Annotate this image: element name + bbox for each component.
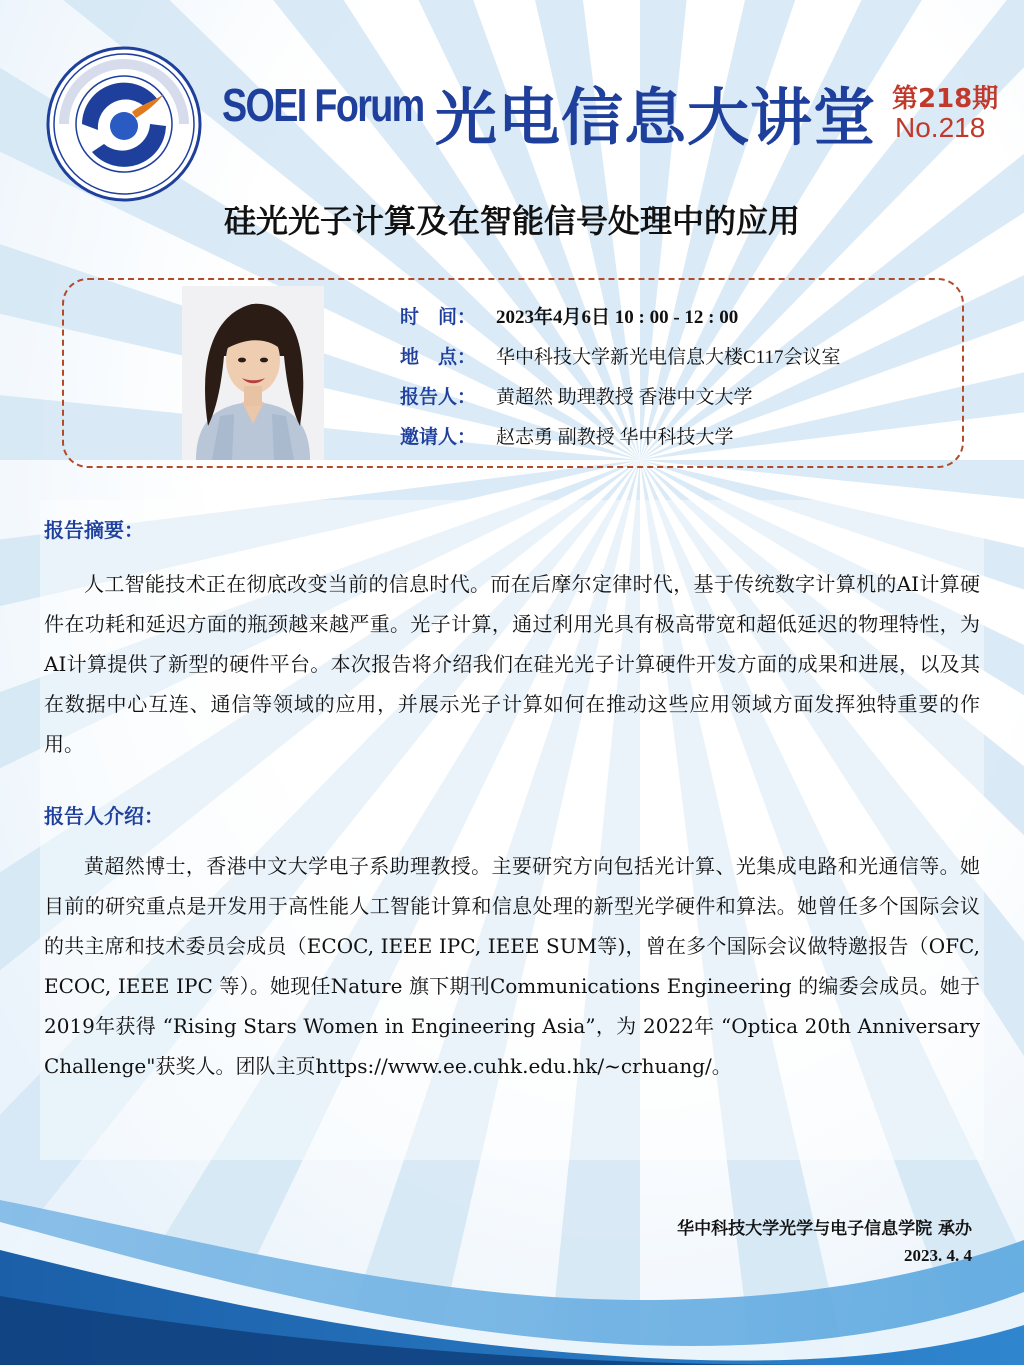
- lecture-title: 硅光光子计算及在智能信号处理中的应用: [223, 202, 800, 240]
- issue-number-cn: 第218期: [892, 84, 999, 114]
- bio-text: 黄超然博士，香港中文大学电子系助理教授。主要研究方向包括光计算、光集成电路和光通信等。她目前的研究重点是开发用于高性能人工智能计算和信息处理的新型光学硬件和算法。她曾任多个国际会议的共主席和技术委员会成员（ECOC, IEEE IPC, IEEE SUM等)，曾在多个国际会议做特邀报告（OFC, ECOC, IEEE IPC 等）。她现任Nature 旗下期刊Communications Engineering 的编委会成员。她于2019年获得 “Rising Stars Women in Engineering Asia”，为 2022年 “Optica 20th Anniversary Challenge"获奖人。团队主页https://www.ee.cuhk.edu.hk/~crhuang/。: [44, 854, 980, 1078]
- publish-date: 2023. 4. 4: [904, 1246, 972, 1265]
- issue-number: No.218: [895, 112, 986, 143]
- info-label: 地 点：: [400, 346, 477, 368]
- info-label: 邀请人：: [400, 426, 477, 448]
- info-row-speaker: [400, 382, 840, 422]
- info-value-location: 华中科技大学新光电信息大楼C117会议室: [496, 347, 841, 368]
- info-value-host: 赵志勇 副教授 华中科技大学: [496, 427, 734, 448]
- bio-heading: 报告人介绍：: [44, 804, 164, 828]
- info-value-speaker: 黄超然 助理教授 香港中文大学: [496, 387, 753, 408]
- info-label: 报告人：: [400, 386, 477, 408]
- speaker-photo: [182, 286, 324, 460]
- forum-title: 光电信息大讲堂: [435, 81, 877, 154]
- info-value-time: 2023年4月6日 10 : 00 - 12 : 00: [496, 307, 739, 328]
- school-logo: [46, 46, 202, 202]
- info-row-host: [400, 422, 840, 462]
- lecture-info: [400, 302, 840, 462]
- forum-name: SOEI Forum: [222, 79, 424, 131]
- info-row-location: [400, 342, 840, 382]
- info-label: 时 间：: [400, 306, 477, 328]
- abstract-heading: 报告摘要：: [44, 518, 144, 542]
- info-row-time: [400, 302, 840, 342]
- organizer: 华中科技大学光学与电子信息学院 承办: [677, 1219, 972, 1239]
- abstract-text: 人工智能技术正在彻底改变当前的信息时代。而在后摩尔定律时代，基于传统数字计算机的AI计算硬件在功耗和延迟方面的瓶颈越来越严重。光子计算，通过利用光具有极高带宽和超低延迟的物理特性，为AI计算提供了新型的硬件平台。本次报告将介绍我们在硅光光子计算硬件开发方面的成果和进展，以及其在数据中心互连、通信等领域的应用，并展示光子计算如何在推动这些应用领域方面发挥独特重要的作用。: [44, 572, 980, 756]
